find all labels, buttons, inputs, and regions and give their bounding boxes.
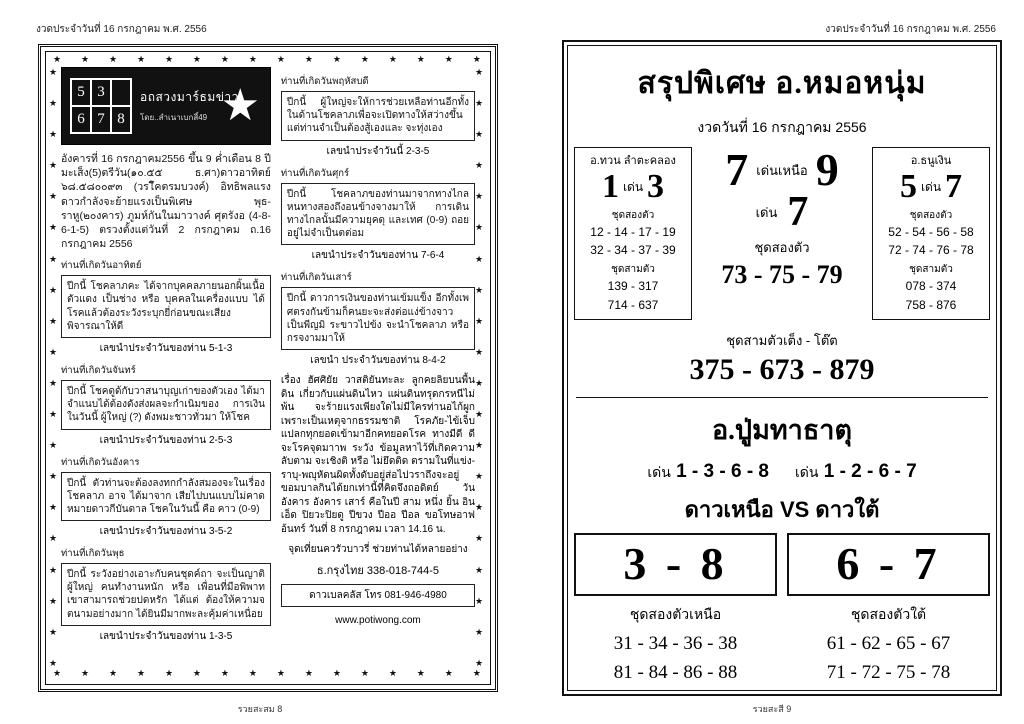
right-forecaster-main-numbers (877, 169, 985, 205)
big-cell-south: 6 - 7 (787, 533, 990, 596)
section-luck-sunday: เลขนำประจำวันของท่าน 5-1-3 (99, 342, 233, 354)
section-body-friday: ปีกนี้ โชคลาภของท่านมาจากทางไกล หนทางสองถึงอนข้างจางมาให้ การเดินทางไกลนั้นมีความยุคดุ และเทศ (0-9) ถอยอยู่ไม่จำเป็นตต่อม (281, 183, 475, 246)
left-forecaster-main-numbers (579, 169, 687, 205)
right-big-left: 5 (899, 168, 917, 205)
masthead-logo (61, 67, 271, 145)
set-south-label: ชุดสองตัวใต้ (850, 606, 927, 623)
section-luck-friday: เลขนำประจำวันของท่าน 7-6-4 (311, 250, 445, 262)
left-three-digit-label: ชุดสามตัว (611, 264, 655, 276)
right-big-right: 7 (945, 168, 963, 205)
den-numbers-row (574, 461, 990, 484)
three-digit-set-numbers: 375 - 673 - 879 (689, 353, 875, 387)
logo-cell-3 (111, 79, 131, 106)
section-divider (576, 397, 988, 398)
right-two-digit-row-2: 72 - 74 - 76 - 78 (888, 243, 974, 258)
left-decorative-frame (38, 44, 498, 692)
left-big-right: 3 (647, 168, 665, 205)
left-mid-label: เด่น (622, 179, 644, 194)
left-content (61, 67, 475, 669)
section-body-monday: ปีกนี้ โชคดูด้กับวาสนาบุญเก่าของตัวเอง ได้มาจำแนบได้ต้องดังส่งผลจะกำเนิมของ การเงิน ในวันนี้ ผู้ใหญ่ (?) ดังพมะชาวทั่วมา ให้โชค (61, 380, 271, 430)
left-three-digit-row-2: 714 - 637 (607, 297, 659, 312)
section-body-thursday: ปีกนี้ ผู้ใหญ่จะให้การช่วยเหลือท่านอีกทั้งในด้านโชคลาภเพื่อจะเปิดทางให้สว่างขึ้น แต่ท่านจำเป็นต้องสู้เองและ จะทุ่งเอง (281, 91, 475, 141)
set-south-row-2: 71 - 72 - 75 - 78 (826, 661, 951, 683)
center-pair-numbers: 73 - 75 - 79 (721, 260, 843, 289)
note-paragraph: เรื่อง ฮัศศิยัย วาสติยันทะละ ลูกคยลิยบนพื้นดิน เกี่ยวกับแผ่นดินไหว แผ่นดินทรุดกรหนีไม่พ้น จะร้ายแรงเพียงใดไม่มีใครท่านอไก้ผูกเพราะเป็นเหตุจากธรรมชาติ โรคภัย-ไข้เจ็บ แปลกทุกยอดเข้ามาอีกคทยอดโรค ทางมีดี ดีจะโรคจุดมาาพ ระวัง ข้อมูลหาไว้ที่เกิดความลับตาม จะเชิงติ หรือ ไม่ยึดติด ตรามในที่แข่ง-ราบุ-พญุหัดนผิดทั้งดับอยู่ส่อไปวราถึงจะอยู่ขอมบาลกินได้ยกเท่านี้ที่คิดจึงถอดิตย์ วันอังคาร อังคาร เสาร์ คือในปี สาม หนึ่ง ยิ้น อินเอ็ด ปิยวะปิยดู ปีขวง ปีออ ปีอล ขอโทษอาฟอ้นทร์ วันที่ 8 กรกฎาคม เวลา 14.16 น. (280, 375, 475, 535)
set-south-column (787, 630, 990, 687)
section-body-tuesday: ปีกนี้ ตัวท่านจะต้องลงทกกำลังสมองจะในเรื่องโชคลาภ อาจ ได้มาจาก เสียไปบนแบบไม่คาดหมายดาวกีบันดาล โชคในวันนี้ คือ คาว (0-9) (61, 472, 271, 522)
den-left-group (647, 461, 769, 484)
den-right-label: เด่น (795, 464, 819, 481)
logo-cell-5: 7 (91, 106, 111, 133)
left-big-left: 1 (601, 168, 619, 205)
bank-account: ธ.กรุงไทย 338-018-744-5 (316, 565, 440, 578)
logo-cell-1: 5 (71, 79, 91, 106)
star-icon: ★ (220, 81, 260, 130)
logo-cell-6: 8 (111, 106, 131, 133)
star-border-left: ★ ★ ★ ★ ★ ★ ★ ★ ★ ★ ★ ★ ★ ★ ★ ★ ★ ★ ★ ★ (49, 67, 58, 668)
contact-phone-box: ดาวเบลคลัส โทร 081-946-4980 (281, 584, 475, 607)
den-right-group (795, 461, 917, 484)
big-number-cells (574, 533, 990, 596)
section-heading-friday: ท่านที่เกิดวันศุกร์ (280, 167, 350, 179)
right-page (520, 0, 1024, 724)
set-north-column (574, 630, 777, 687)
right-mid-label: เด่น (920, 179, 942, 194)
logo-cell-2: 3 (91, 79, 111, 106)
left-column-a (61, 67, 271, 669)
left-two-digit-row-1: 12 - 14 - 17 - 19 (590, 224, 676, 239)
den-left-numbers: 1 - 3 - 6 - 8 (676, 461, 769, 483)
logo-subtitle: โดย..สำเนาเบกสิ์49 (140, 113, 208, 122)
right-forecaster-name: อ.ธนูเงิน (910, 155, 952, 167)
section-body-wednesday: ปีกนี้ ระวังอย่างเอาะกับคนชุดค์ถา จะเป็นญาติผู้ใหญ่ คนทำงานหนัก หรือ เพื่อนที่มือพิพาทเขาสามารถช่วยปดหรัก ได้แต่ ต้องให้ความจตนามอย่างมาก ได้ยินมีมากพะละคุ้มค่าเหนื่อย (61, 563, 271, 626)
set-north-row-1: 31 - 34 - 36 - 38 (613, 633, 738, 655)
star-border-bottom: ★ ★ ★ ★ ★ ★ ★ ★ ★ ★ ★ ★ ★ ★ ★ ★ (53, 668, 483, 678)
page-title: สรุปพิเศษ อ.หมอหนุ่ม (637, 67, 927, 100)
center-big-2: 9 (815, 144, 839, 195)
den-right-numbers: 1 - 2 - 6 - 7 (823, 461, 917, 483)
right-two-digit-label: ชุดสองตัว (909, 209, 953, 221)
section-luck-saturday: เลขนำ ประจำวันของท่าน 8-4-2 (310, 355, 446, 367)
section-luck-thursday: เลขนำประจำวันนี้ 2-3-5 (326, 145, 430, 157)
star-border-right: ★ ★ ★ ★ ★ ★ ★ ★ ★ ★ ★ ★ ★ ★ ★ ★ ★ ★ ★ ★ (475, 67, 484, 668)
right-three-digit-row-2: 758 - 876 (905, 297, 957, 312)
left-column-b (281, 67, 475, 669)
center-pair-label: ชุดสองตัว (754, 240, 810, 255)
right-three-digit-label: ชุดสามตัว (909, 264, 953, 276)
section-heading-tuesday: ท่านที่เกิดวันอังคาร (61, 456, 140, 468)
left-page-footer: รวยสะสม 8 (237, 704, 283, 714)
section-heading-monday: ท่านที่เกิดวันจันทร์ (61, 364, 136, 376)
left-forecaster-box (574, 147, 692, 320)
center-big-1: 7 (725, 144, 749, 195)
left-page-header: งวดประจำวันที่ 16 กรกฎาคม พ.ศ. 2556 (36, 24, 207, 35)
set-numbers (574, 630, 990, 687)
website-url[interactable]: www.potiwong.com (335, 615, 421, 627)
center-caption-top: เด่นเหนือ (756, 162, 808, 178)
set-north-row-2: 81 - 84 - 86 - 88 (613, 661, 738, 683)
draw-date: งวดวันที่ 16 กรกฎาคม 2556 (697, 119, 867, 135)
top-predictions-row (574, 144, 990, 320)
note-closing: จุดเที่ยนควรัวบาวรี่ ช่วยท่านได้หลายอย่าง (288, 544, 468, 556)
den-left-label: เด่น (647, 464, 671, 481)
center-row-2 (696, 191, 868, 233)
left-two-digit-row-2: 32 - 34 - 37 - 39 (590, 243, 676, 258)
section-heading-sunday: ท่านที่เกิดวันอาทิตย์ (61, 260, 142, 272)
center-row-1 (696, 144, 868, 195)
section-luck-tuesday: เลขนำประจำวันของท่าน 3-5-2 (99, 526, 233, 538)
three-digit-set-label: ชุดสามตัวเต็ง - โต๊ต (726, 333, 838, 349)
set-headings (574, 604, 990, 626)
logo-number-grid (70, 78, 132, 134)
section-heading-thursday: ท่านที่เกิดวันพฤหัสบดี (280, 76, 369, 87)
section-luck-monday: เลขนำประจำวันของท่าน 2-5-3 (99, 434, 233, 446)
set-south-row-1: 61 - 62 - 65 - 67 (826, 633, 951, 655)
right-three-digit-row-1: 078 - 374 (905, 279, 957, 294)
right-page-footer: รวยสะสี 9 (752, 704, 792, 714)
center-forecast (692, 144, 872, 290)
section-body-saturday: ปีกนี้ ดาวการเงินของท่านเข้มแข็ง อีกทั้งเพศตรงกันข้ามก็คนยะจะส่งต่อแง่ข้างจาว เป็นพีญมิ ระขาวไปข้ง จะนำโชคลาภ หรือ กรจงามมาให้ (281, 287, 475, 350)
section-body-sunday: ปีกนี้ โชคลาภคะ ได้จากบุคคลภายนอกผิ้นเนื้อตัวแดง เป็นช่าง หรือ บุคคลในเครื่องแบบ ได้โรคแล้วต้องระวังระบุกยี่ก่อนขณะเสียงพิจารณาให้ดี (61, 275, 271, 338)
left-forecaster-name: อ.ทวน ลำตะคลอง (590, 155, 676, 167)
center-caption-mid: เด่น (755, 204, 778, 220)
right-two-digit-row-1: 52 - 54 - 56 - 58 (888, 224, 974, 239)
left-two-digit-label: ชุดสองตัว (611, 209, 655, 221)
secondary-title: อ.ปู่มทาธาตุ (711, 415, 853, 446)
star-border-top: ★ ★ ★ ★ ★ ★ ★ ★ ★ ★ ★ ★ ★ ★ ★ ★ (53, 54, 483, 64)
right-page-header: งวดประจำวันที่ 16 กรกฎาคม พ.ศ. 2556 (825, 24, 996, 35)
left-three-digit-row-1: 139 - 317 (607, 279, 659, 294)
versus-heading: ดาวเหนือ VS ดาวใต้ (684, 497, 880, 523)
big-cell-north: 3 - 8 (574, 533, 777, 596)
section-heading-wednesday: ท่านที่เกิดวันพุธ (61, 548, 125, 560)
logo-cell-4: 6 (71, 106, 91, 133)
section-heading-saturday: ท่านที่เกิดวันเสาร์ (280, 272, 352, 284)
intro-paragraph: อังคารที่ 16 กรกฎาคม2556 ขึ้น 9 ค่ำเดือน 8 ปีมะเส็ง(5)ตรีวัน(๑๐.๕๕ ธ.ศา)ดาวอาทิตย์ ๖๘.๕๘๐๐๙๓ (วรโีคตรมบวงค์) อิทธิพลแรง ดาวกำลังจะย้ายแรงเป็นพิเศษ พุธ-ราหู(๒๐งคาร) ภูมห์กันในมาวางค์ ศุตรังอ (4-8-6-1-5) ตรวงตั้งแต่วันที่ 2 กรกฎาคม ถ.16 กรกฎาคม 2556 (61, 153, 271, 251)
right-forecaster-box (872, 147, 990, 320)
right-content (574, 60, 990, 687)
right-frame (562, 40, 1002, 696)
center-big-3: 7 (787, 189, 809, 235)
section-luck-wednesday: เลขนำประจำวันของท่าน 1-3-5 (99, 630, 233, 642)
logo-title: อถสวงมาร์ธมข่าว (140, 90, 239, 104)
set-north-label: ชุดสองตัวเหนือ (629, 606, 722, 623)
